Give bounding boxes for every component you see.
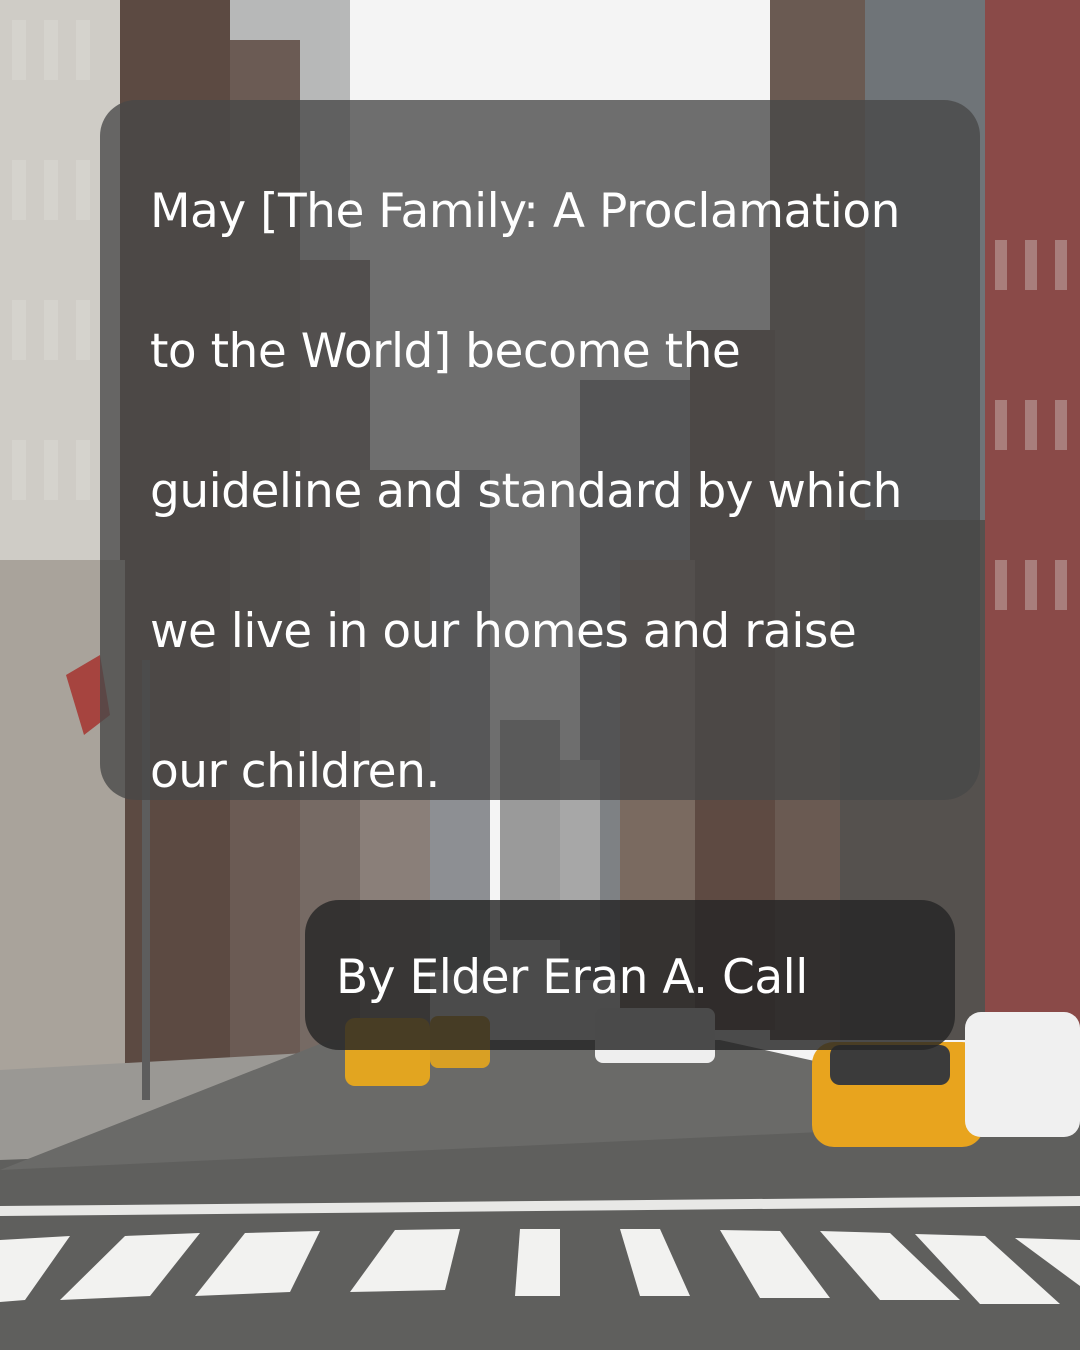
quote-line: guideline and standard by which — [150, 464, 902, 519]
quote-line: we live in our homes and raise — [150, 604, 857, 659]
byline-text: By Elder Eran A. Call — [336, 950, 808, 1005]
quote-line: May [The Family: A Proclamation — [150, 184, 900, 239]
quote-line: to the World] become the — [150, 324, 741, 379]
quote-line: our children. — [150, 744, 440, 799]
quote-text — [150, 142, 950, 842]
